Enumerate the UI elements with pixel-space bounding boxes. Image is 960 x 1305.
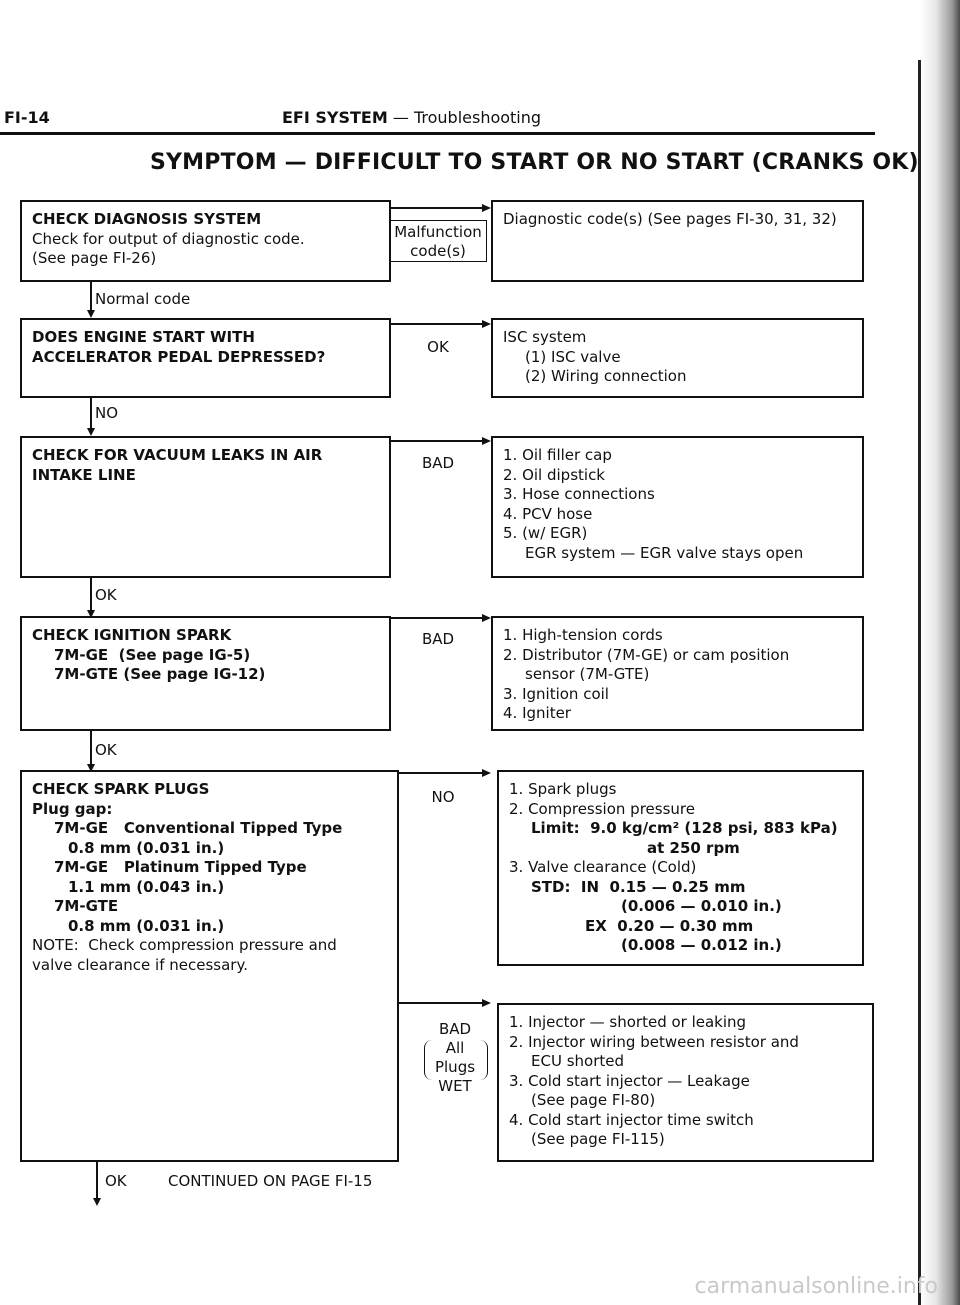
- flow-label: NO: [95, 404, 119, 422]
- result-line: EX 0.20 — 0.30 mm: [585, 916, 754, 935]
- result-line: 1. High-tension cords: [503, 626, 663, 644]
- flow-line: [391, 617, 483, 619]
- arrow-right-icon: [482, 999, 491, 1007]
- result-line: Diagnostic code(s) (See pages FI-30, 31, 32): [503, 210, 837, 228]
- result-line: 2. Oil dipstick: [503, 465, 605, 484]
- result-line: (0.008 — 0.012 in.): [621, 936, 782, 954]
- result-box-spark-plugs: [497, 770, 864, 966]
- check-title: CHECK DIAGNOSIS SYSTEM: [32, 210, 262, 228]
- arrow-right-icon: [482, 769, 491, 777]
- condition-no: NO: [431, 788, 455, 806]
- condition-line: Plugs: [434, 1058, 476, 1076]
- flow-line: [391, 323, 483, 325]
- condition-line: All: [445, 1039, 465, 1057]
- flow-line: [399, 772, 483, 774]
- page-number: FI-14: [4, 108, 50, 127]
- arrow-down-icon: [93, 1198, 101, 1206]
- arrow-right-icon: [482, 204, 491, 212]
- check-line: 7M-GE Platinum Tipped Type: [54, 858, 307, 876]
- condition-malfunction: [389, 220, 487, 262]
- flow-line: [391, 440, 483, 442]
- scan-shadow: [920, 0, 960, 1305]
- arrow-down-icon: [87, 428, 95, 436]
- flow-line: [96, 1162, 98, 1200]
- result-line: STD: IN 0.15 — 0.25 mm: [531, 877, 746, 896]
- check-line: 7M-GTE: [54, 897, 119, 915]
- arrow-down-icon: [87, 310, 95, 318]
- result-box-ignition: [491, 616, 864, 731]
- flow-line: [90, 731, 92, 767]
- check-title: DOES ENGINE START WITH: [32, 328, 255, 346]
- check-box-accelerator: [20, 318, 391, 398]
- result-line: Limit: 9.0 kg/cm² (128 psi, 883 kPa): [531, 819, 838, 837]
- section-title: [282, 108, 541, 127]
- check-box-ignition-spark: [20, 616, 391, 731]
- result-line: 1. Oil filler cap: [503, 446, 612, 464]
- check-line: Plug gap:: [32, 799, 113, 818]
- result-box-isc: [491, 318, 864, 398]
- result-box-injector: [497, 1003, 874, 1162]
- result-line: (See page FI-80): [531, 1091, 656, 1109]
- condition-line: code(s): [410, 242, 466, 260]
- check-note: valve clearance if necessary.: [32, 955, 248, 974]
- result-line: EGR system — EGR valve stays open: [525, 543, 804, 562]
- check-box-spark-plugs: [20, 770, 399, 1162]
- result-line: 4. Cold start injector time switch: [509, 1110, 754, 1129]
- arrow-right-icon: [482, 614, 491, 622]
- result-line: (0.006 — 0.010 in.): [621, 897, 782, 915]
- check-line: 0.8 mm (0.031 in.): [68, 838, 225, 857]
- flow-line: [90, 398, 92, 431]
- section-title-rest: — Troubleshooting: [387, 108, 542, 127]
- result-line: 5. (w/ EGR): [503, 524, 588, 542]
- result-line: 3. Ignition coil: [503, 684, 609, 703]
- condition-line: Malfunction: [394, 223, 482, 241]
- result-line: 3. Valve clearance (Cold): [509, 858, 697, 876]
- condition-line: WET: [438, 1077, 472, 1095]
- arrow-right-icon: [482, 320, 491, 328]
- result-line: 1. Spark plugs: [509, 780, 617, 798]
- check-line: (See page FI-26): [32, 249, 157, 267]
- result-box-vacuum: [491, 436, 864, 578]
- check-line: 7M-GE Conventional Tipped Type: [54, 819, 343, 837]
- check-box-diagnosis: [20, 200, 391, 282]
- check-line: 7M-GE (See page IG-5): [54, 645, 251, 664]
- result-line: at 250 rpm: [647, 838, 740, 857]
- check-title: ACCELERATOR PEDAL DEPRESSED?: [32, 347, 326, 366]
- check-title: CHECK SPARK PLUGS: [32, 780, 210, 798]
- symptom-heading: SYMPTOM — DIFFICULT TO START OR NO START (CRANKS OK): [150, 150, 919, 175]
- flow-line: [90, 578, 92, 612]
- flow-label: Normal code: [95, 290, 191, 308]
- result-line: (See page FI-115): [531, 1130, 665, 1148]
- flow-label: OK: [95, 586, 117, 604]
- check-line: 0.8 mm (0.031 in.): [68, 916, 225, 935]
- result-line: ISC system: [503, 328, 587, 346]
- result-box-diagnostic-codes: [491, 200, 864, 282]
- check-box-vacuum-leaks: [20, 436, 391, 578]
- result-line: 4. Igniter: [503, 704, 571, 722]
- check-title: CHECK FOR VACUUM LEAKS IN AIR: [32, 446, 323, 464]
- flow-line: [391, 207, 483, 209]
- check-note: NOTE: Check compression pressure and: [32, 936, 337, 954]
- result-line: 2. Injector wiring between resistor and: [509, 1032, 799, 1051]
- condition-ok: OK: [427, 338, 449, 356]
- result-line: 2. Compression pressure: [509, 799, 695, 818]
- check-line: Check for output of diagnostic code.: [32, 229, 305, 248]
- result-line: 3. Hose connections: [503, 485, 655, 503]
- condition-line: BAD: [438, 1020, 472, 1038]
- continued-note: CONTINUED ON PAGE FI-15: [168, 1172, 373, 1190]
- plugs-wet-bracket: [424, 1040, 488, 1080]
- check-line: 1.1 mm (0.043 in.): [68, 877, 225, 896]
- result-line: 2. Distributor (7M-GE) or cam position: [503, 645, 790, 664]
- result-line: sensor (7M-GTE): [525, 665, 650, 683]
- flow-label: OK: [95, 741, 117, 759]
- result-line: 4. PCV hose: [503, 504, 593, 523]
- result-line: (1) ISC valve: [525, 347, 621, 366]
- flow-line: [399, 1002, 483, 1004]
- result-line: ECU shorted: [531, 1052, 624, 1070]
- result-line: 1. Injector — shorted or leaking: [509, 1013, 747, 1031]
- arrow-right-icon: [482, 437, 491, 445]
- check-title: CHECK IGNITION SPARK: [32, 626, 232, 644]
- flow-label: OK: [105, 1172, 127, 1190]
- result-line: 3. Cold start injector — Leakage: [509, 1071, 750, 1090]
- section-title-bold: EFI SYSTEM: [282, 108, 388, 127]
- condition-bad: BAD: [421, 630, 455, 648]
- watermark: carmanualsonline.info: [694, 1274, 938, 1299]
- check-line: 7M-GTE (See page IG-12): [54, 665, 266, 683]
- flow-line: [90, 282, 92, 312]
- condition-bad: BAD: [421, 454, 455, 472]
- header-rule: [0, 132, 875, 135]
- page-edge: [918, 60, 921, 1305]
- result-line: (2) Wiring connection: [525, 367, 687, 385]
- check-title: INTAKE LINE: [32, 465, 136, 484]
